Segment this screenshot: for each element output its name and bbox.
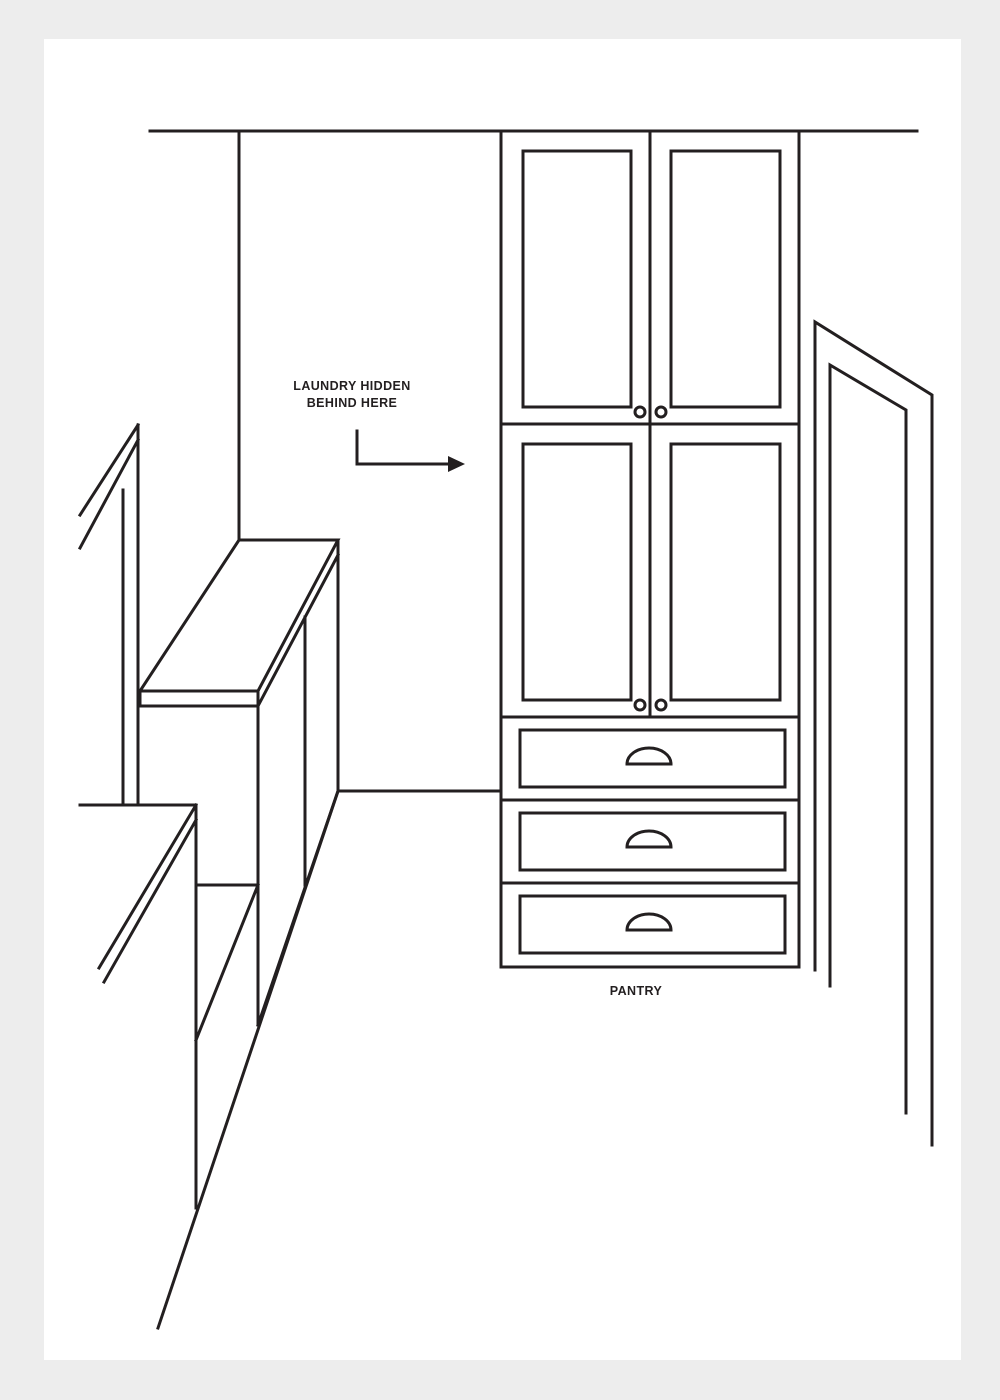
lower-left-door-panel: [523, 444, 631, 700]
counter-edge-2: [104, 820, 196, 982]
upper-right-door-panel: [671, 151, 780, 407]
pantry-label: PANTRY: [609, 984, 663, 998]
callout-arrow-head: [448, 456, 465, 472]
knob-icon: [656, 700, 666, 710]
foreground-counter: [80, 805, 258, 1208]
cup-pull-icon: [627, 748, 671, 764]
floor-edge-line: [158, 791, 338, 1328]
knob-icon: [635, 407, 645, 417]
island-top: [140, 540, 338, 691]
upper-left-door-panel: [523, 151, 631, 407]
callout-arrow-line: [357, 431, 450, 464]
door-frame-inner: [830, 365, 906, 1113]
railing-handrail-top: [80, 425, 138, 515]
callout-line-1: LAUNDRY HIDDEN: [293, 379, 411, 393]
railing-handrail-bottom: [80, 440, 138, 548]
island-top-side-edge: [258, 555, 338, 706]
door-frame-outer: [815, 322, 932, 1145]
drawer-front-1: [520, 730, 785, 787]
knob-icon: [635, 700, 645, 710]
counter-edge-1: [99, 805, 196, 968]
knob-icon: [656, 407, 666, 417]
laundry-callout-label: [285, 378, 419, 412]
drawer-front-2: [520, 813, 785, 870]
callout-line-2: BEHIND HERE: [306, 396, 398, 410]
pantry-cabinet: [501, 131, 799, 967]
cup-pull-icon: [627, 914, 671, 930]
island-top-front-edge: [140, 691, 258, 706]
cup-pull-icon: [627, 831, 671, 847]
drawer-front-3: [520, 896, 785, 953]
arrow-right-icon: [357, 431, 465, 472]
counter-shelf-diagonal: [196, 885, 258, 1040]
doorway-frame: [815, 322, 932, 1145]
lower-right-door-panel: [671, 444, 780, 700]
stair-railing: [80, 425, 138, 805]
